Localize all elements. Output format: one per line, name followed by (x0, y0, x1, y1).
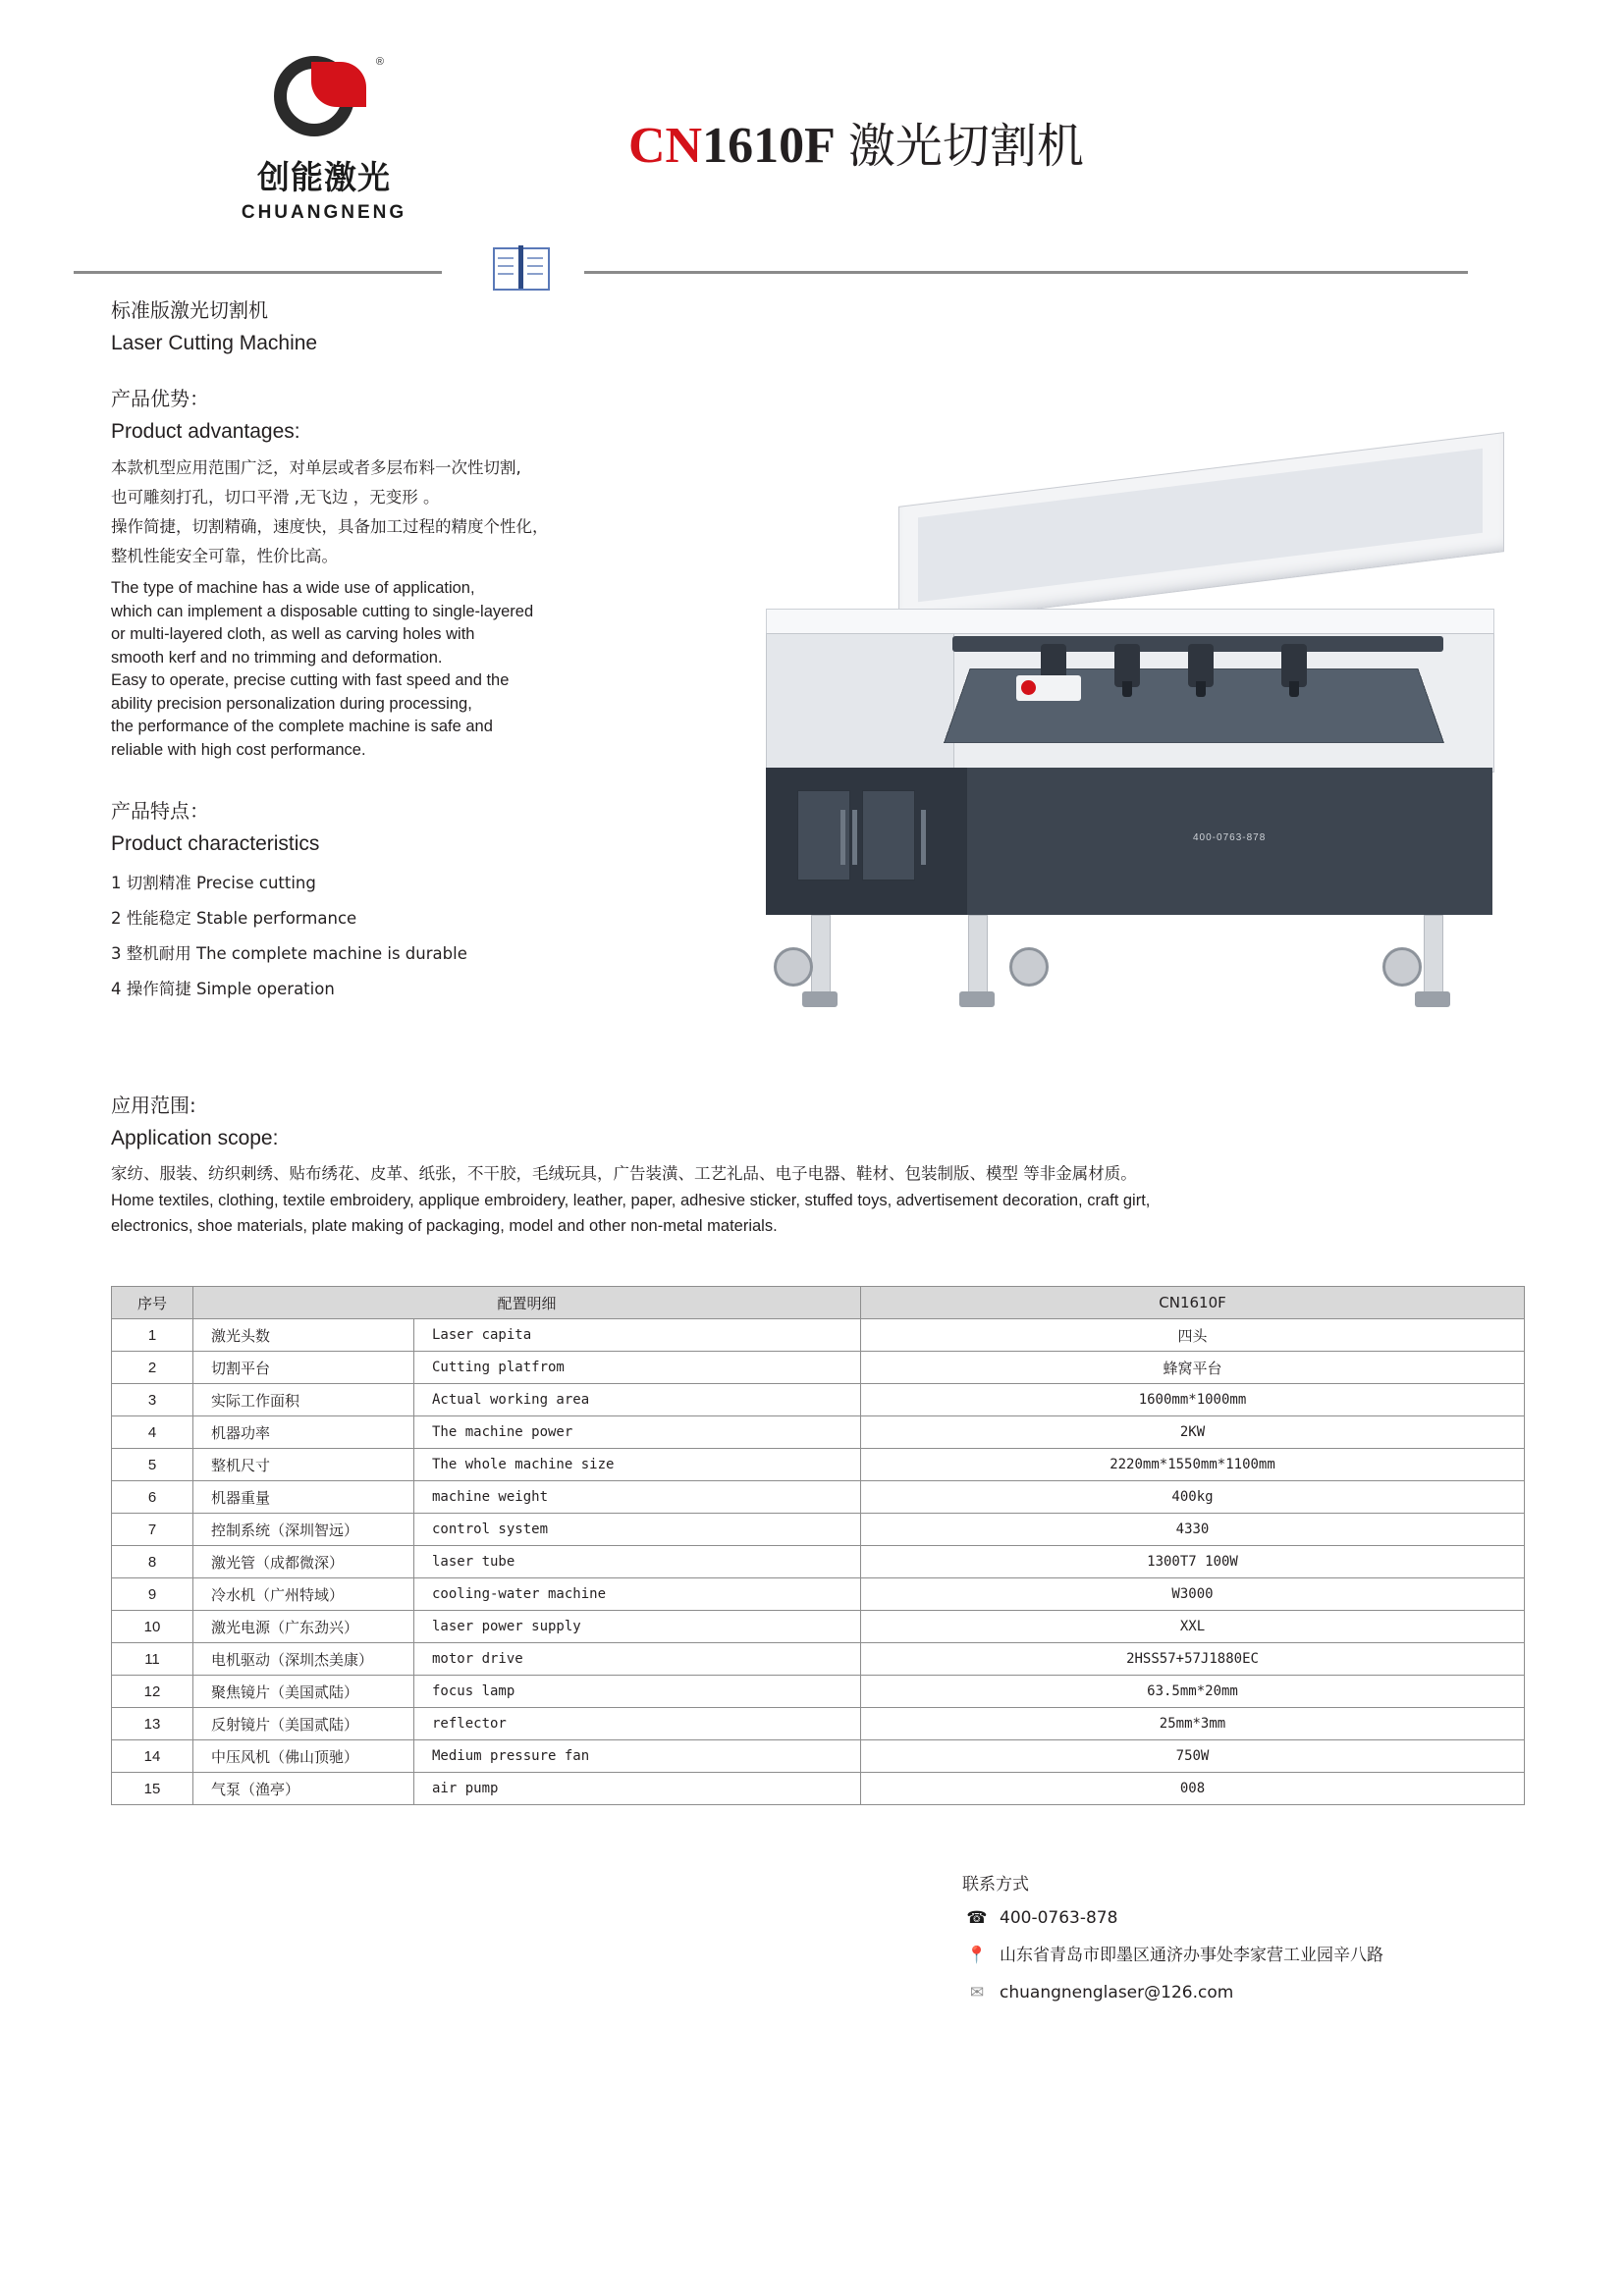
table-header-model: CN1610F (861, 1287, 1525, 1319)
cell-name-cn: 激光管（成都微深） (193, 1546, 414, 1578)
advantages-cn-line: 也可雕刻打孔，切口平滑 ,无飞边 ，无变形 。 (111, 488, 440, 507)
advantages-cn-line: 本款机型应用范围广泛，对单层或者多层布料一次性切割, (111, 458, 521, 477)
advantages-heading-cn: 产品优势： (111, 387, 209, 410)
cell-no: 14 (112, 1740, 193, 1773)
advantages-heading-en: Product advantages: (111, 420, 300, 443)
divider-right (584, 271, 1468, 274)
cell-name-en: reflector (414, 1708, 861, 1740)
phone-icon: ☎ (966, 1908, 988, 1928)
cell-value: 2220mm*1550mm*1100mm (861, 1449, 1525, 1481)
advantages-en-line: reliable with high cost performance. (111, 740, 366, 759)
cell-no: 9 (112, 1578, 193, 1611)
logo-mark-icon (266, 54, 382, 148)
characteristics-heading-en: Product characteristics (111, 832, 320, 855)
cell-no: 7 (112, 1514, 193, 1546)
advantages-paragraph-cn (111, 454, 788, 571)
characteristics-list (111, 866, 788, 1007)
cell-name-en: cooling-water machine (414, 1578, 861, 1611)
subtitle-english: Laser Cutting Machine (111, 332, 318, 354)
machine-leg (1424, 915, 1443, 1001)
cell-no: 4 (112, 1416, 193, 1449)
advantages-en-line: smooth kerf and no trimming and deformation. (111, 648, 443, 667)
mail-icon: ✉ (969, 1983, 985, 2002)
cell-name-cn: 中压风机（佛山顶驰） (193, 1740, 414, 1773)
machine-foot (959, 991, 995, 1007)
machine-foot (802, 991, 838, 1007)
contact-phone-text: 400-0763-878 (1000, 1908, 1118, 1928)
subtitle-chinese: 标准版激光切割机 (111, 298, 268, 322)
logo-red-shape (311, 62, 366, 107)
cell-value: 63.5mm*20mm (861, 1676, 1525, 1708)
cell-name-en: Cutting platfrom (414, 1352, 861, 1384)
cell-value: W3000 (861, 1578, 1525, 1611)
cell-no: 13 (112, 1708, 193, 1740)
cell-name-cn: 实际工作面积 (193, 1384, 414, 1416)
book-text-line (527, 265, 543, 267)
cell-name-cn: 控制系统（深圳智远） (193, 1514, 414, 1546)
cell-value: 2HSS57+57J1880EC (861, 1643, 1525, 1676)
company-logo (236, 54, 412, 221)
logo-chinese-name: 创能激光 (257, 158, 391, 196)
cell-value: 25mm*3mm (861, 1708, 1525, 1740)
table-row (112, 1481, 1525, 1514)
advantages-en-line: or multi-layered cloth, as well as carving holes with (111, 625, 475, 643)
cell-no: 8 (112, 1546, 193, 1578)
product-photo (746, 461, 1522, 1041)
title-model-number: 1610F (702, 118, 836, 174)
table-row (112, 1384, 1525, 1416)
advantages-en-line: The type of machine has a wide use of application, (111, 579, 475, 597)
title-model-prefix: CN (628, 118, 703, 174)
table-row (112, 1643, 1525, 1676)
cell-name-cn: 机器功率 (193, 1416, 414, 1449)
machine-leg (811, 915, 831, 1001)
scope-text-en: electronics, shoe materials, plate making of packaging, model and other non-metal materials. (111, 1217, 778, 1235)
table-row (112, 1611, 1525, 1643)
cell-name-cn: 反射镜片（美国贰陆） (193, 1708, 414, 1740)
cell-name-cn: 聚焦镜片（美国贰陆） (193, 1676, 414, 1708)
cell-name-en: Laser capita (414, 1319, 861, 1352)
table-row (112, 1578, 1525, 1611)
cell-name-cn: 电机驱动（深圳杰美康） (193, 1643, 414, 1676)
cell-name-en: control system (414, 1514, 861, 1546)
advantages-cn-line: 操作简捷，切割精确，速度快，具备加工过程的精度个性化， (111, 517, 549, 536)
laser-head (1114, 644, 1140, 687)
table-row (112, 1319, 1525, 1352)
title-chinese: 激光切割机 (847, 119, 1084, 174)
cell-name-cn: 机器重量 (193, 1481, 414, 1514)
book-spine (518, 245, 523, 289)
table-header-row (112, 1287, 1525, 1319)
advantages-paragraph-en (111, 577, 788, 762)
logo-english-name: CHUANGNENG (241, 202, 407, 223)
table-row (112, 1740, 1525, 1773)
cell-name-en: air pump (414, 1773, 861, 1805)
contact-email-row (962, 1981, 1551, 2004)
cell-name-cn: 气泵（渔亭） (193, 1773, 414, 1805)
laser-head (1281, 644, 1307, 687)
table-row (112, 1708, 1525, 1740)
machine-control-panel (766, 633, 954, 773)
cell-value: 1600mm*1000mm (861, 1384, 1525, 1416)
cell-name-cn: 切割平台 (193, 1352, 414, 1384)
book-text-line (498, 257, 514, 259)
contact-address-text: 山东省青岛市即墨区通济办事处李家营工业园辛八路 (1000, 1946, 1383, 1965)
cell-name-cn: 整机尺寸 (193, 1449, 414, 1481)
cell-no: 5 (112, 1449, 193, 1481)
book-text-line (527, 257, 543, 259)
contact-phone-row (962, 1906, 1551, 1930)
cell-value: 750W (861, 1740, 1525, 1773)
machine-leg (968, 915, 988, 1001)
machine-vent-slot (852, 810, 857, 865)
table-row (112, 1773, 1525, 1805)
cell-no: 10 (112, 1611, 193, 1643)
table-row (112, 1514, 1525, 1546)
cell-value: 四头 (861, 1319, 1525, 1352)
advantages-cn-line: 整机性能安全可靠，性价比高。 (111, 547, 338, 565)
characteristics-heading-cn: 产品特点： (111, 799, 209, 823)
cell-name-cn: 冷水机（广州特域） (193, 1578, 414, 1611)
header-divider (74, 265, 1546, 279)
logo-registered-mark: ® (375, 56, 384, 68)
machine-foot (1415, 991, 1450, 1007)
contact-address-row (962, 1944, 1551, 1967)
cell-no: 12 (112, 1676, 193, 1708)
scope-heading-en: Application scope: (111, 1127, 279, 1149)
list-item: 1 切割精准 Precise cutting (111, 874, 316, 892)
document-header (0, 0, 1624, 245)
cell-name-cn: 激光头数 (193, 1319, 414, 1352)
contact-section (962, 1870, 1551, 2018)
cell-name-en: Actual working area (414, 1384, 861, 1416)
book-text-line (498, 265, 514, 267)
cell-value: 008 (861, 1773, 1525, 1805)
table-row (112, 1416, 1525, 1449)
table-row (112, 1676, 1525, 1708)
advantages-en-line: Easy to operate, precise cutting with fast speed and the (111, 671, 510, 689)
advantages-en-line: the performance of the complete machine is safe and (111, 718, 493, 735)
machine-vent-slot (921, 810, 926, 865)
machine-caster (774, 947, 813, 987)
contact-email-text: chuangnenglaser@126.com (1000, 1983, 1234, 2002)
cell-name-en: The whole machine size (414, 1449, 861, 1481)
cell-no: 15 (112, 1773, 193, 1805)
list-item: 4 操作简捷 Simple operation (111, 980, 335, 998)
cell-value: XXL (861, 1611, 1525, 1643)
table-row (112, 1546, 1525, 1578)
machine-logo-badge (1016, 675, 1081, 701)
cell-name-en: The machine power (414, 1416, 861, 1449)
scope-text-en: Home textiles, clothing, textile embroidery, applique embroidery, leather, paper, adhesive sticker, stuffed toys, advertisement decoration, craft girt, (111, 1192, 1151, 1209)
scope-text-cn: 家纺、服装、纺织刺绣、贴布绣花、皮革、纸张，不干胶，毛绒玩具，广告装潢、工艺礼品、电子电器、鞋材、包装制版、模型 等非金属材质。 (111, 1164, 1137, 1183)
specification-table (111, 1286, 1525, 1805)
application-scope-section (111, 1090, 1525, 1239)
cell-no: 3 (112, 1384, 193, 1416)
machine-vent-slot (840, 810, 845, 865)
cell-name-en: Medium pressure fan (414, 1740, 861, 1773)
laser-head (1188, 644, 1214, 687)
cell-no: 6 (112, 1481, 193, 1514)
book-text-line (498, 273, 514, 275)
cell-no: 11 (112, 1643, 193, 1676)
cell-name-cn: 激光电源（广东劲兴） (193, 1611, 414, 1643)
spacer (111, 762, 788, 795)
list-item: 3 整机耐用 The complete machine is durable (111, 944, 467, 963)
table-row (112, 1449, 1525, 1481)
left-column (111, 294, 788, 1007)
list-item: 2 性能稳定 Stable performance (111, 909, 357, 928)
cell-value: 400kg (861, 1481, 1525, 1514)
cell-name-en: laser tube (414, 1546, 861, 1578)
cell-name-en: laser power supply (414, 1611, 861, 1643)
machine-caster (1009, 947, 1049, 987)
location-pin-icon: 📍 (966, 1946, 988, 1965)
divider-left (74, 271, 442, 274)
cell-no: 2 (112, 1352, 193, 1384)
cell-name-en: motor drive (414, 1643, 861, 1676)
table-header-detail: 配置明细 (193, 1287, 861, 1319)
contact-title: 联系方式 (962, 1875, 1029, 1895)
book-icon (491, 241, 552, 294)
table-row (112, 1352, 1525, 1384)
book-left-page (493, 247, 521, 291)
cell-value: 1300T7 100W (861, 1546, 1525, 1578)
cell-name-en: focus lamp (414, 1676, 861, 1708)
page-title (628, 108, 1084, 176)
cell-value: 4330 (861, 1514, 1525, 1546)
book-right-page (521, 247, 550, 291)
machine-door (862, 790, 915, 881)
cell-name-en: machine weight (414, 1481, 861, 1514)
advantages-en-line: ability precision personalization during processing, (111, 694, 472, 713)
book-text-line (527, 273, 543, 275)
machine-phone-badge: 400-0763-878 (1193, 832, 1267, 843)
cell-value: 2KW (861, 1416, 1525, 1449)
cell-no: 1 (112, 1319, 193, 1352)
scope-heading-cn: 应用范围: (111, 1094, 196, 1117)
machine-caster (1382, 947, 1422, 987)
table-header-no: 序号 (112, 1287, 193, 1319)
machine-logo-dot (1021, 680, 1036, 695)
cell-value: 蜂窝平台 (861, 1352, 1525, 1384)
advantages-en-line: which can implement a disposable cutting to single-layered (111, 602, 534, 620)
